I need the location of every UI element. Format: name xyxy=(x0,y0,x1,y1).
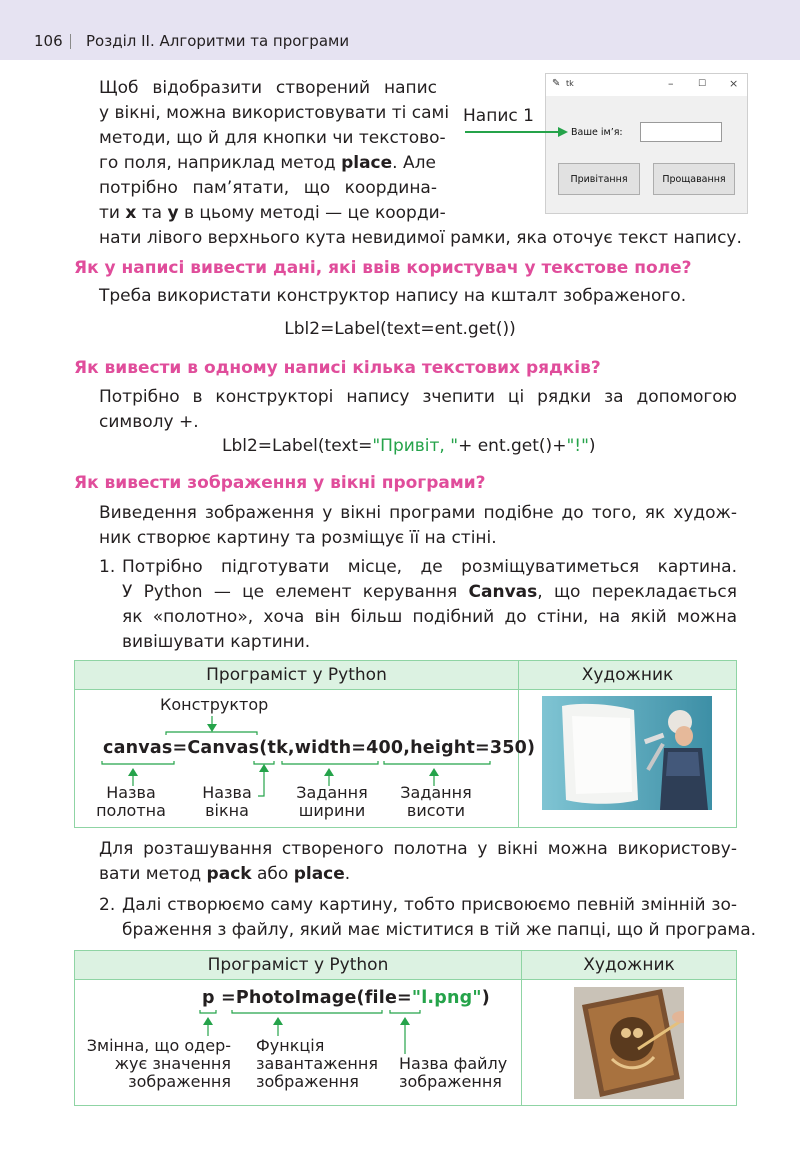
label-constructor: Конструктор xyxy=(160,695,269,714)
code-paren: ) xyxy=(481,988,490,1008)
label-line: Назва xyxy=(202,783,252,802)
item1-line-4: вивішувати картини. xyxy=(122,632,311,652)
code-height: height=350 xyxy=(410,738,528,758)
keyword-y: y xyxy=(167,203,179,223)
keyword-place: place xyxy=(293,864,345,884)
label-line: зображення xyxy=(256,1072,359,1091)
intro-line-2: у вікні, можна використовувати ті самі xyxy=(99,103,450,123)
label-line: Назва файлу xyxy=(399,1054,508,1073)
callout-label: Напис 1 xyxy=(463,106,534,126)
name-label: Ваше ім’я: xyxy=(571,127,623,138)
label-line: вікна xyxy=(205,801,249,820)
code-part: Lbl2=Label(text= xyxy=(222,436,373,456)
table1-header-python: Програміст у Python xyxy=(75,661,518,689)
label-line: зображення xyxy=(128,1072,231,1091)
heading-q1: Як у написі вивести дані, які ввів користувач у текстове поле? xyxy=(74,258,692,278)
code-filename: "l.png" xyxy=(411,988,482,1008)
intro-line-3: методи, що й для кнопки чи текстово- xyxy=(99,128,446,148)
window-title: tk xyxy=(566,79,574,88)
close-icon: × xyxy=(729,77,739,90)
code-comma: , xyxy=(403,738,411,758)
code-constructor: =Canvas( xyxy=(172,738,268,758)
label-line: жує значення xyxy=(114,1054,231,1073)
maximize-icon: ☐ xyxy=(698,79,707,89)
code-var: p xyxy=(202,988,215,1008)
item2-line-1: Далі створюємо саму картину, тобто присвоюємо певній змінній зо- xyxy=(122,895,737,915)
q2-line-2: символу +. xyxy=(99,412,199,432)
heading-q2: Як вивести в одному написі кілька текстових рядків? xyxy=(74,358,601,378)
intro-text: . Але xyxy=(392,153,436,173)
mid-text: або xyxy=(251,864,294,884)
minimize-icon: – xyxy=(668,77,674,90)
label-line: Задання xyxy=(296,783,368,802)
label-line: ширини xyxy=(298,801,366,820)
greet-button: Привітання xyxy=(558,163,640,195)
intro-text: в цьому методі — це коорди- xyxy=(178,203,446,223)
label-line: Функція xyxy=(256,1036,325,1055)
q1-text: Треба використати конструктор напису на кшталт зображеного. xyxy=(99,286,687,306)
intro-line-1: Щоб відобразити створений напис xyxy=(99,78,437,98)
q3-line-1: Виведення зображення у вікні програми подібне до того, як худож- xyxy=(99,503,737,523)
code-string: "!" xyxy=(566,436,589,456)
bye-button: Прощавання xyxy=(653,163,735,195)
code-part: ) xyxy=(588,436,596,456)
label-line: полотна xyxy=(96,801,166,820)
mid-line-1: Для розташування створеного полотна у вікні можна використову- xyxy=(99,839,737,859)
q2-line-1: Потрібно в конструкторі напису зчепити ці рядки за допомогою xyxy=(99,387,737,407)
table1-header-artist: Художник xyxy=(519,661,736,689)
keyword-canvas: Canvas xyxy=(468,582,538,602)
heading-q3: Як вивести зображення у вікні програми? xyxy=(74,473,486,493)
intro-line-5: потрібно пам’ятати, що координа- xyxy=(99,178,437,198)
code-width: width=400 xyxy=(294,738,404,758)
feather-icon: ✎ xyxy=(552,78,561,89)
q3-line-2: ник створює картину та розміщує її на стіні. xyxy=(99,528,497,548)
table2-header-python: Програміст у Python xyxy=(75,951,521,979)
item1-line-3: як «полотно», хоча він більш подібний до стіни, на якій можна xyxy=(122,607,737,627)
intro-text: та xyxy=(136,203,168,223)
table2-header-artist: Художник xyxy=(522,951,736,979)
code-string: "Привіт, " xyxy=(372,436,459,456)
code-paren: ) xyxy=(527,738,536,758)
keyword-place: place xyxy=(341,153,393,173)
chapter-title: Розділ ІІ. Алгоритми та програми xyxy=(86,32,350,50)
label-line: зображення xyxy=(399,1072,502,1091)
list-number-2: 2. xyxy=(99,895,116,915)
label-line: завантаження xyxy=(256,1054,378,1073)
label-line: Задання xyxy=(400,783,472,802)
q1-code: Lbl2=Label(text=ent.get()) xyxy=(284,319,516,339)
item2-line-2: браження з файлу, який має міститися в тій же папці, що й програма. xyxy=(122,920,757,940)
keyword-x: x xyxy=(125,203,137,223)
label-line: висоти xyxy=(406,801,466,820)
code-tk: tk xyxy=(267,738,288,758)
intro-line-7: нати лівого верхнього кута невидимої рамки, яка оточує текст напису. xyxy=(99,228,742,248)
keyword-pack: pack xyxy=(206,864,252,884)
list-number-1: 1. xyxy=(99,557,116,577)
item-text: У Python — це елемент керування xyxy=(122,582,469,602)
intro-text: го поля, наприклад метод xyxy=(99,153,342,173)
code-var: canvas xyxy=(103,738,173,758)
label-line: Назва xyxy=(106,783,156,802)
code-function: =PhotoImage(file= xyxy=(214,988,412,1008)
mid-text: вати метод xyxy=(99,864,207,884)
code-comma: , xyxy=(287,738,295,758)
code-part: + ent.get()+ xyxy=(458,436,567,456)
item1-line-1: Потрібно підготувати місце, де розміщуватиметься картина. xyxy=(122,557,737,577)
item-text: , що перекладається xyxy=(537,582,738,602)
label-line: Змінна, що одер- xyxy=(86,1036,231,1055)
page-number: 106 xyxy=(34,32,63,50)
intro-text: ти xyxy=(99,203,126,223)
mid-text: . xyxy=(344,864,351,884)
